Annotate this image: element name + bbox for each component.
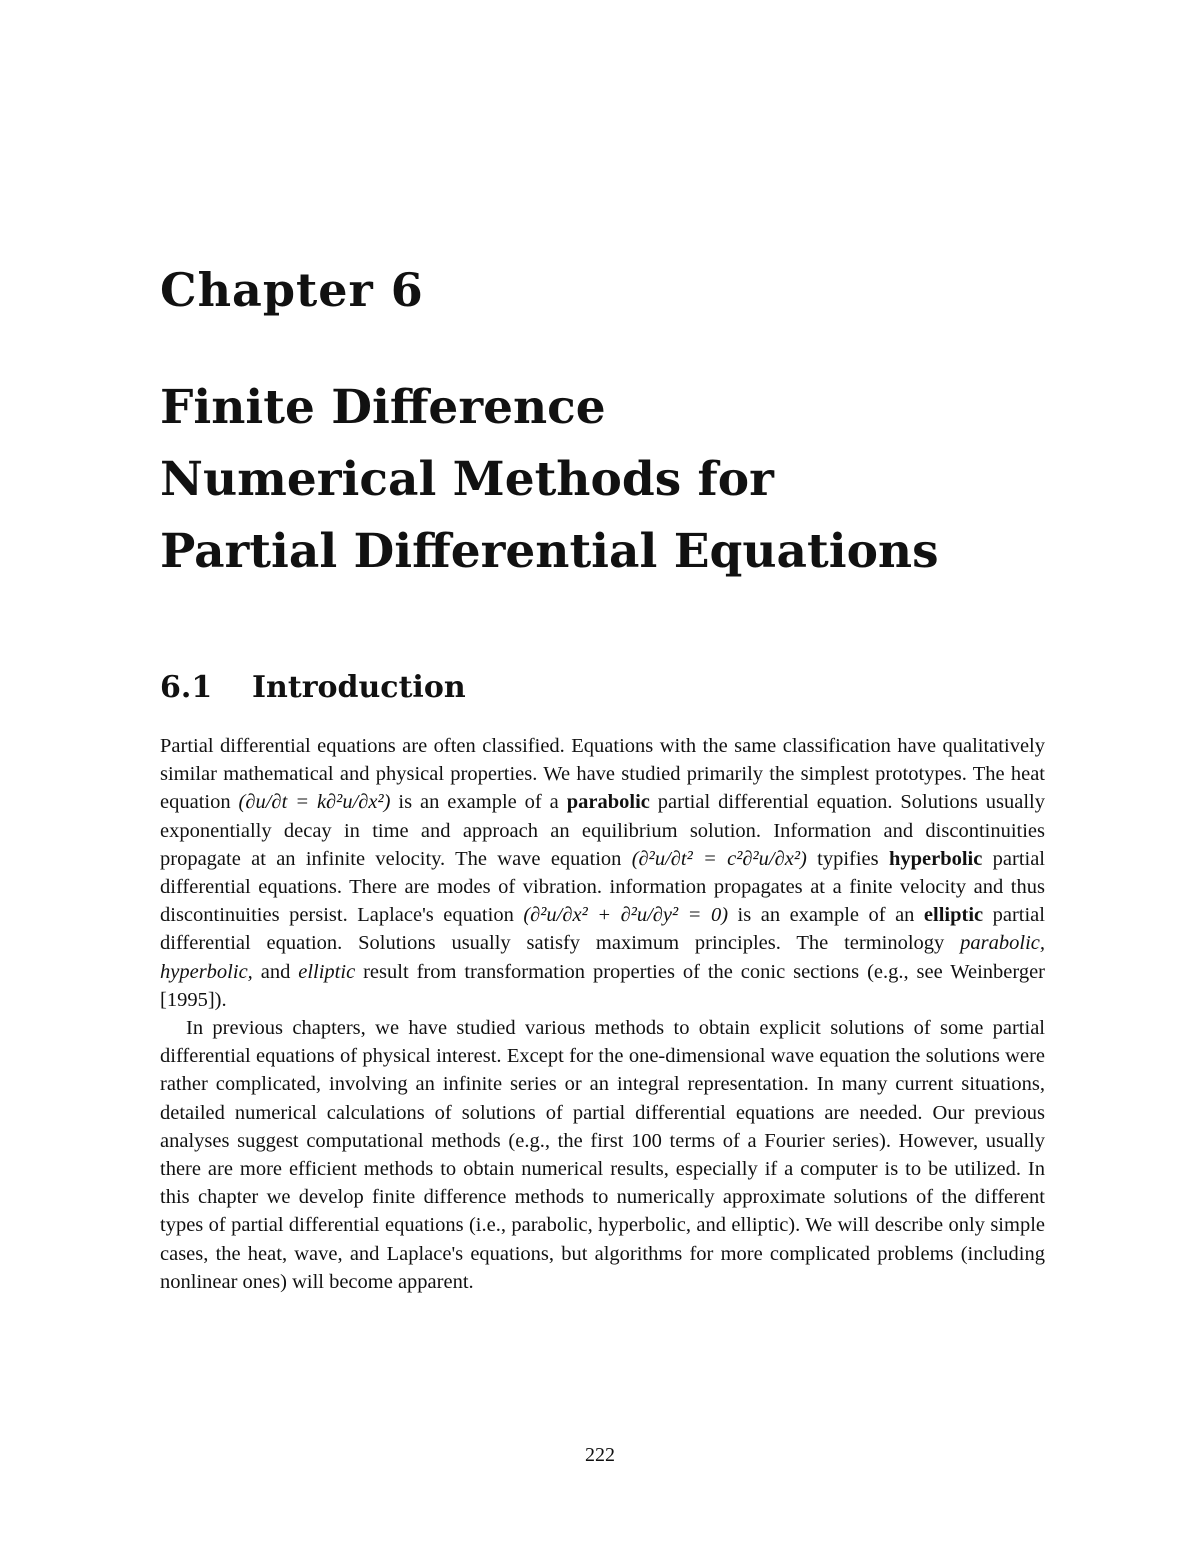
chapter-title-line: Numerical Methods for	[160, 452, 774, 507]
text-run: and	[252, 960, 299, 983]
paragraph	[160, 1014, 1045, 1296]
text-run: result from transformation properties of the conic sections (e.g., see Weinberger [1995]).	[160, 960, 1045, 1011]
body-text	[160, 732, 1045, 1296]
chapter-title-line: Finite Difference	[160, 380, 606, 435]
chapter-label: Chapter 6	[160, 263, 424, 317]
text-run: In previous chapters, we have studied various methods to obtain explicit solutions of some partial differential equations of physical interest. Except for the one-dimensional wave equation the solutions were rather complicated, involving an infinite series or an integral representation. In many current situations, detailed numerical calculations of solutions of partial differential equations are needed. Our previous analyses suggest computational methods (e.g., the first 100 terms of a Fourier series). However, usually there are more efficient methods to obtain numerical results, especially if a computer is to be utilized. In this chapter we develop finite difference methods to numerically approximate solutions of the different types of partial differential equations (i.e., parabolic, hyperbolic, and elliptic). We will describe only simple cases, the heat, wave, and Laplace's equations, but algorithms for more complicated problems (including nonlinear ones) will become apparent.	[160, 1017, 1045, 1293]
italic-term: elliptic	[298, 960, 356, 983]
inline-equation: (∂u/∂t = k∂²u/∂x²)	[238, 791, 391, 814]
text-run: typifies	[806, 847, 889, 870]
inline-equation: (∂²u/∂t² = c²∂²u/∂x²)	[631, 847, 807, 870]
bold-term: elliptic	[923, 904, 984, 927]
paragraph	[160, 732, 1045, 1014]
text-run: partial differential equations. There are modes of vibration. information propagates at a finite velocity and thus discontinuities persist. Laplace's equation	[160, 847, 1046, 927]
text-run: partial differential equation. Solutions usually satisfy maximum principles. The terminology	[160, 904, 1045, 955]
text-run: is an example of an	[728, 904, 924, 927]
bold-term: hyperbolic	[888, 847, 983, 870]
section-title: Introduction	[252, 670, 466, 705]
section-heading	[160, 668, 466, 708]
section-number: 6.1	[160, 670, 213, 705]
bold-term: parabolic	[566, 791, 650, 814]
chapter-title	[160, 372, 939, 588]
italic-term: parabolic, hyperbolic,	[160, 932, 1045, 983]
inline-equation: (∂²u/∂x² + ∂²u/∂y² = 0)	[523, 904, 729, 927]
page-number: 222	[585, 1444, 615, 1466]
text-run: partial differential equation. Solutions usually exponentially decay in time and approach an equilibrium solution. Information and discontinuities propagate at an infinite velocity. The wave equation	[160, 791, 1045, 870]
text-run: Partial differential equations are often classified. Equations with the same classification have qualitatively similar mathematical and physical properties. We have studied primarily the simplest prototypes. The heat equation	[160, 735, 1045, 814]
text-run: is an example of a	[390, 791, 567, 814]
chapter-title-line: Partial Differential Equations	[160, 524, 939, 579]
